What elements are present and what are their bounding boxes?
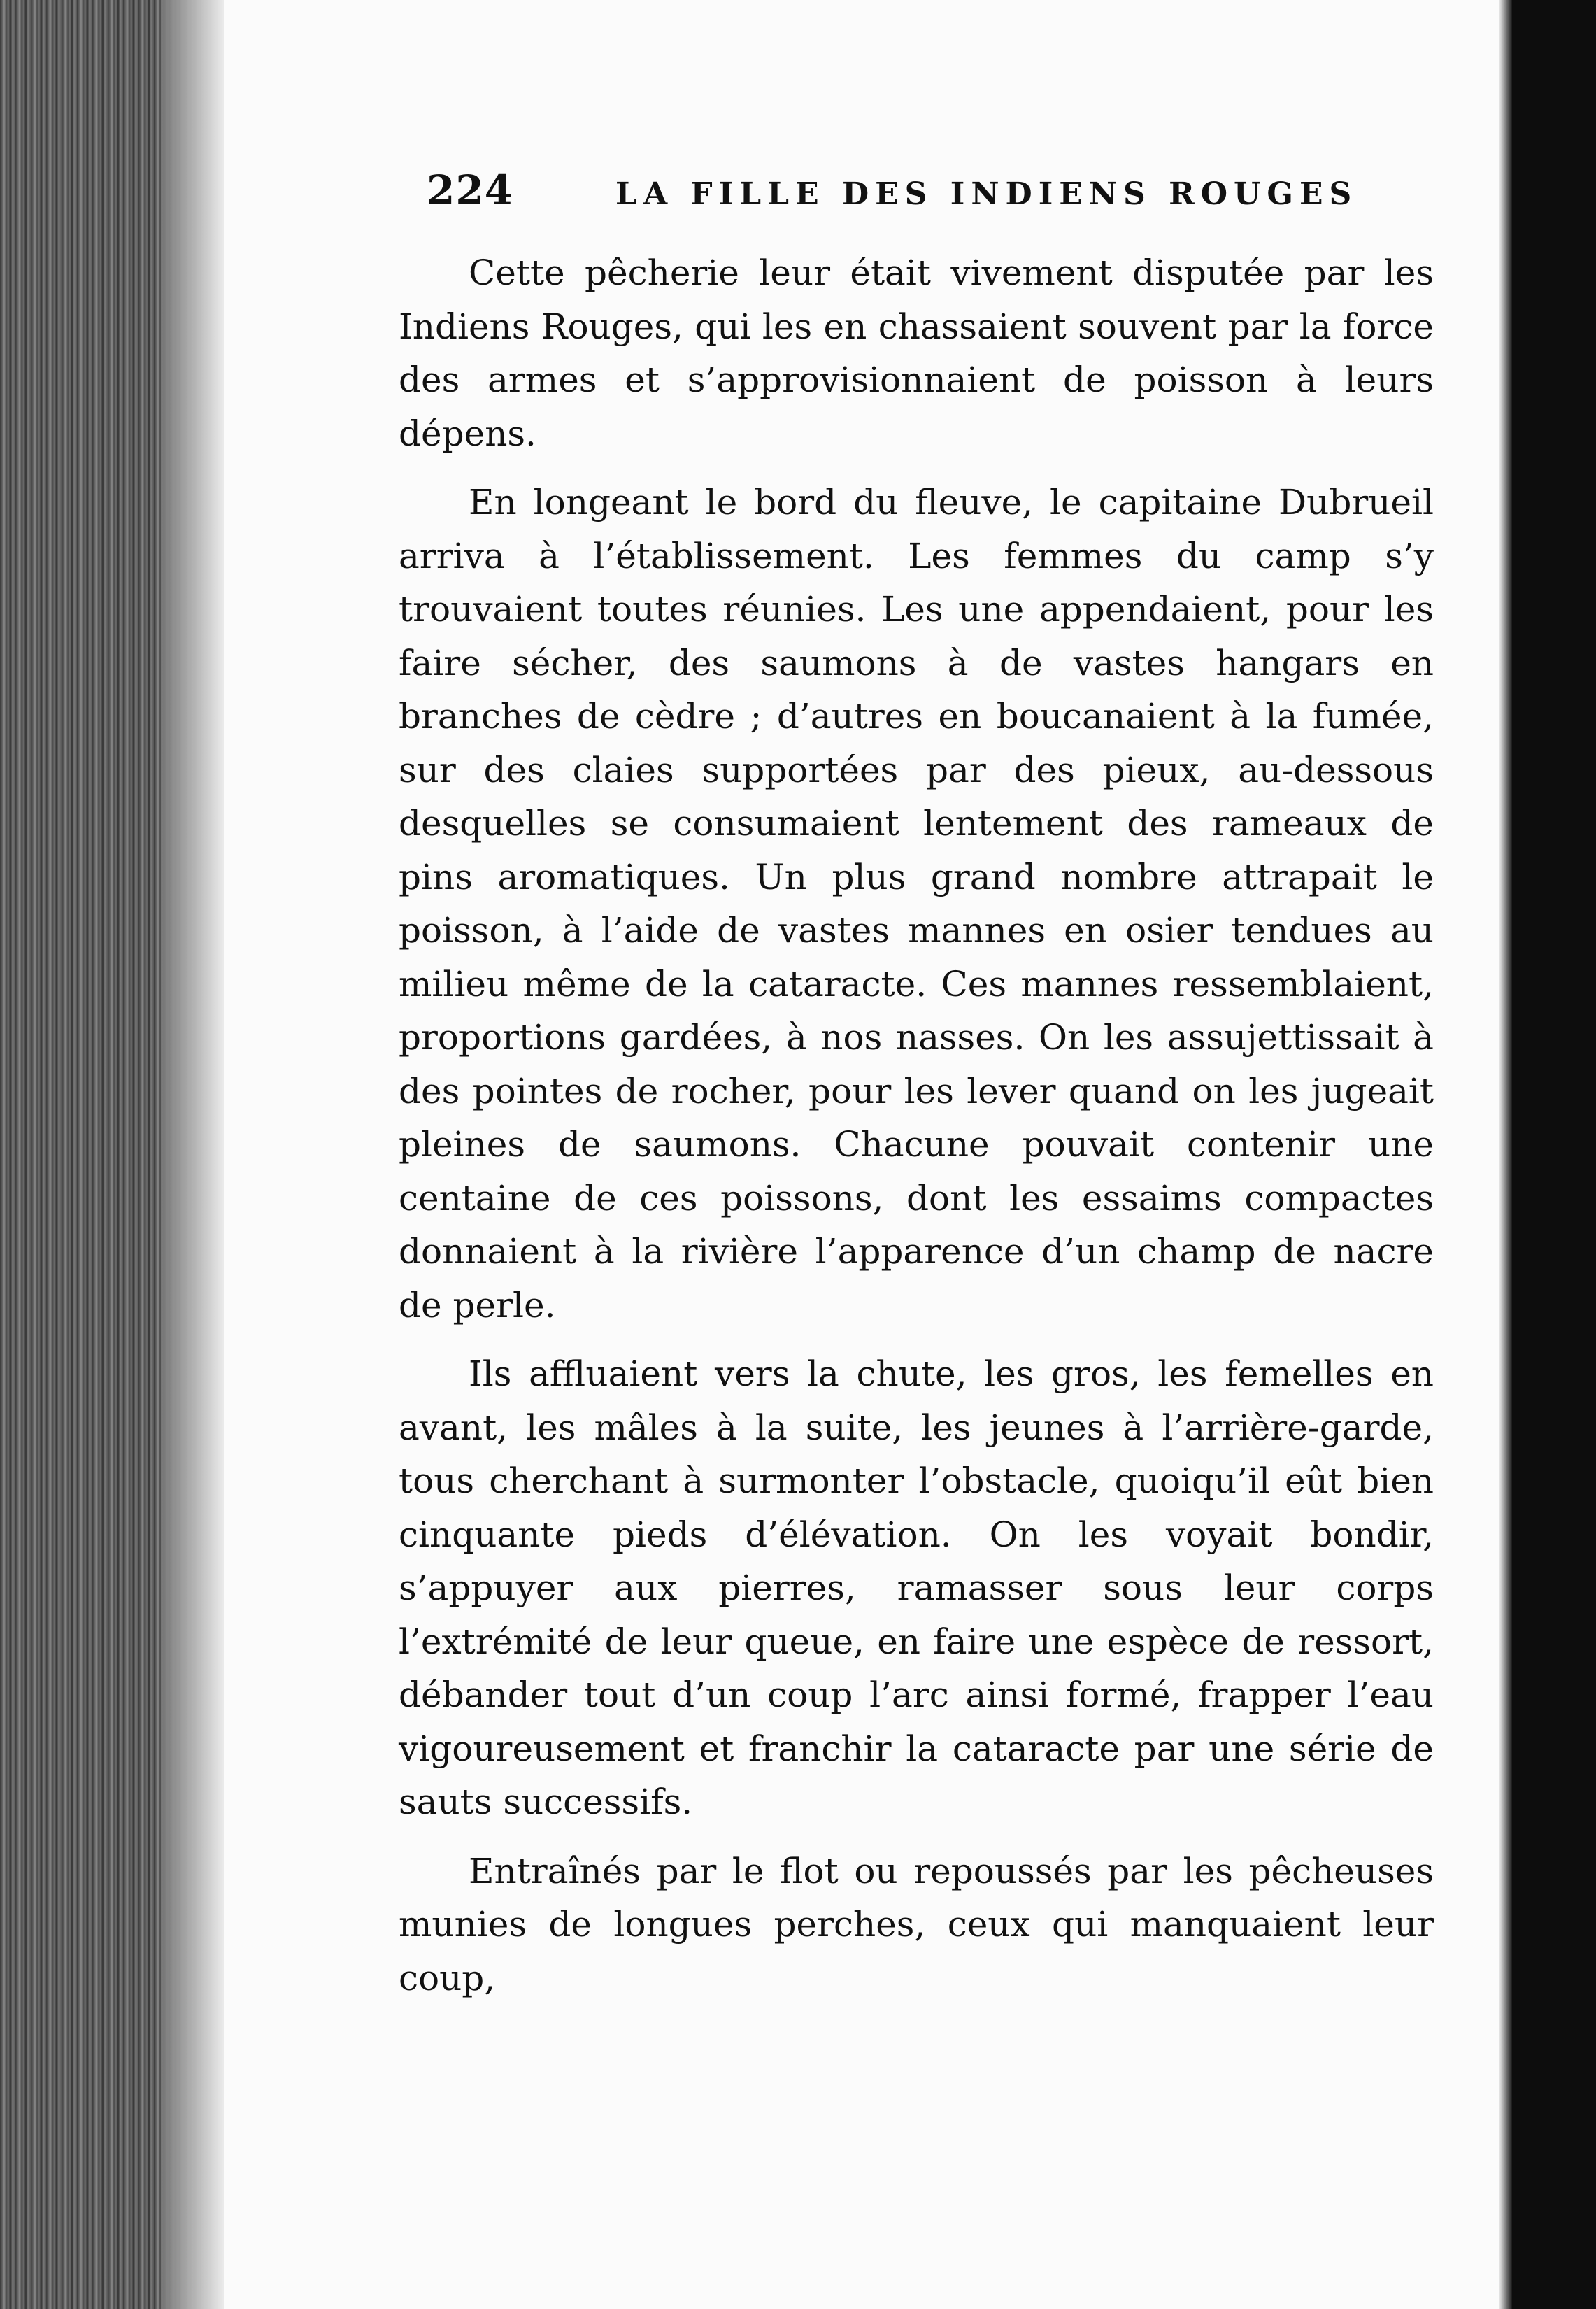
running-title: LA FILLE DES INDIENS ROUGES <box>615 176 1358 212</box>
paragraph: Cette pêcherie leur était vivement disputée par les Indiens Rouges, qui les en chassaient souvent par la force des armes et s’approvisionnaient de poisson à leurs dépens. <box>399 253 1434 454</box>
paragraph: En longeant le bord du fleuve, le capitaine Dubrueil arriva à l’établissement. Les femmes du camp s’y trouvaient toutes réunies. Les une appendaient, pour les faire sécher, des saumons à de vastes hangars en branches de cèdre ; d’autres en boucanaient à la fumée, sur des claies supportées par des pieux, au-dessous desquelles se consumaient lentement des rameaux de pins aromatiques. Un plus grand nombre attrapait le poisson, à l’aide de vastes mannes en osier tendues au milieu même de la cataracte. Ces mannes ressemblaient, proportions gardées, à nos nasses. On les assujettissait à des pointes de rocher, pour les lever quand on les jugeait pleines de saumons. Chacune pouvait contenir une centaine de ces poissons, dont les essaims compactes donnaient à la rivière l’apparence d’un champ de nacre de perle. <box>399 482 1434 1326</box>
paragraph: Ils affluaient vers la chute, les gros, les femelles en avant, les mâles à la suite, les jeunes à l’arrière-garde, tous cherchant à surmonter l’obstacle, quoiqu’il eût bien cinquante pieds d’élévation. On les voyait bondir, s’appuyer aux pierres, ramasser sous leur corps l’extrémité de leur queue, en faire une espèce de ressort, débander tout d’un coup l’arc ainsi formé, frapper l’eau vigoureusement et franchir la cataracte par une série de sauts successifs. <box>399 1354 1434 1822</box>
page-number: 224 <box>427 166 514 214</box>
paragraph: Entraînés par le flot ou repoussés par les pêcheuses munies de longues perches, ceux qui manquaient leur coup, <box>399 1850 1434 1998</box>
page-right-border <box>1499 0 1512 2309</box>
body-text <box>399 246 1434 2020</box>
book-gutter-shadow <box>161 0 224 2309</box>
scan-right-margin <box>1512 0 1596 2309</box>
page-header <box>427 166 1358 222</box>
